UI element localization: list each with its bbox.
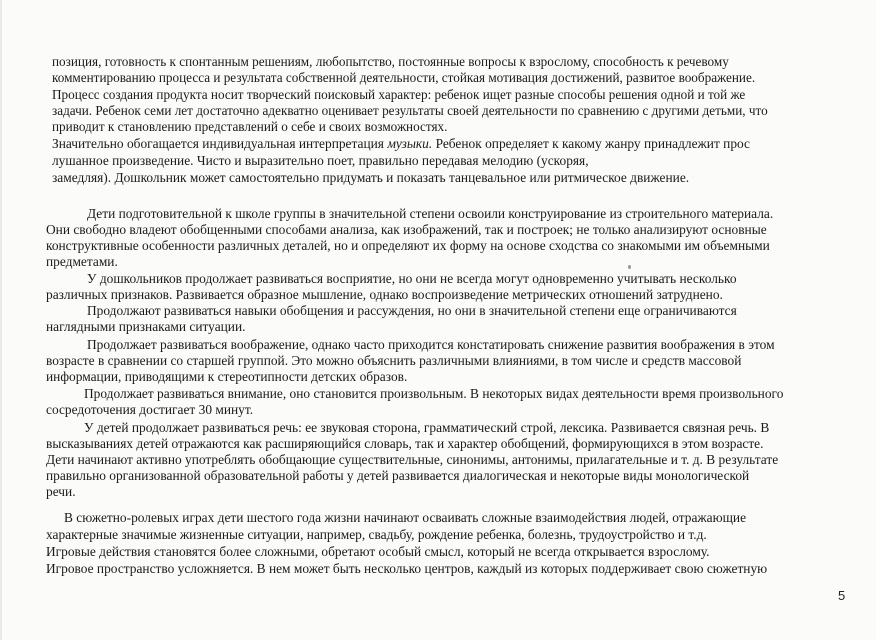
scan-edge xyxy=(0,0,2,640)
text-line: замедляя). Дошкольник может самостоятельно придумать и показать танцевальное или ритмическое движение. xyxy=(52,170,690,185)
text-line: наглядными признаками ситуации. xyxy=(46,319,246,334)
scan-speck xyxy=(628,265,631,269)
text-line: Продолжают развиваться навыки обобщения и рассуждения, но они в значительной степени еще ограничиваются xyxy=(87,303,737,318)
text-span: Ребенок определяет к какому жанру принадлежит прос xyxy=(432,136,750,151)
text-line: Процесс создания продукта носит творческий поисковый характер: ребенок ищет разные способы решения одной и той же xyxy=(52,87,746,102)
text-line: позиция, готовность к спонтанным решениям, любопытство, постоянные вопросы к взрослому, способность к речевому xyxy=(52,54,729,69)
text-line: Продолжает развиваться внимание, оно становится произвольным. В некоторых видах деятельности время произвольного xyxy=(84,386,784,401)
text-line: Продолжает развиваться воображение, однако часто приходится констатировать снижение развития воображения в этом xyxy=(87,337,775,352)
text-line: возрасте в сравнении со старшей группой. Это можно объяснить различными влияниями, в том числе и средств массовой xyxy=(46,353,742,368)
text-line: задачи. Ребенок семи лет достаточно адекватно оценивает результаты своей деятельности по сравнению с другими детьми, что xyxy=(52,103,768,118)
text-line: высказываниях детей отражаются как расширяющийся словарь, так и характер обобщений, формирующихся в этом возрасте. xyxy=(46,436,764,451)
text-line: Игровое пространство усложняется. В нем может быть несколько центров, каждый из которых поддерживает свою сюжетную xyxy=(46,561,768,576)
text-span: Значительно обогащается индивидуальная интерпретация xyxy=(52,136,388,151)
music-line xyxy=(52,136,750,152)
text-line: Дети начинают активно употреблять обобщающие существительные, синонимы, антонимы, прилагательные и т. д. В результате xyxy=(46,452,779,467)
text-line: комментированию процесса и результата собственной деятельности, стойкая мотивация достижений, развитое воображение. xyxy=(52,70,756,85)
text-line: сосредоточения достигает 30 минут. xyxy=(46,402,254,417)
text-line: У дошкольников продолжает развиваться восприятие, но они не всегда могут одновременно учитывать несколько xyxy=(87,271,737,286)
text-line: предметами. xyxy=(46,254,118,269)
text-line: лушанное произведение. Чисто и выразительно поет, правильно передавая мелодию (ускоряя, xyxy=(52,153,589,168)
text-line: правильно организованной образовательной работы у детей развивается диалогическая и некоторые виды монологической xyxy=(46,468,750,483)
text-line: В сюжетно-ролевых играх дети шестого года жизни начинают осваивать сложные взаимодействия людей, отражающие xyxy=(64,510,747,525)
text-line: характерные значимые жизненные ситуации, например, свадьбу, рождение ребенка, болезнь, трудоустройство и т.д. xyxy=(46,527,707,542)
text-line: приводит к становлению представлений о себе и своих возможностях. xyxy=(52,119,448,134)
text-line: Игровые действия становятся более сложными, обретают особый смысл, который не всегда открывается взрослому. xyxy=(46,544,710,559)
page-number: 5 xyxy=(838,588,846,603)
text-line: Они свободно владеют обобщенными способами анализа, как изображений, так и построек; не только анализируют основные xyxy=(46,222,767,237)
text-line: Дети подготовительной к школе группы в значительной степени освоили конструирование из строительного материала. xyxy=(87,206,774,221)
text-line: информации, приводящими к стереотипности детских образов. xyxy=(46,369,408,384)
text-line: речи. xyxy=(46,484,76,499)
music-word: музыки. xyxy=(387,136,433,151)
text-line: различных признаков. Развивается образное мышление, однако воспроизведение метрических отношений затруднено. xyxy=(46,287,723,302)
text-line: У детей продолжает развиваться речь: ее звуковая сторона, грамматический строй, лексика. Развивается связная речь. В xyxy=(84,420,770,435)
text-line: конструктивные особенности различных деталей, но и определяют их форму на основе сходства со знакомыми им объемными xyxy=(46,238,770,253)
